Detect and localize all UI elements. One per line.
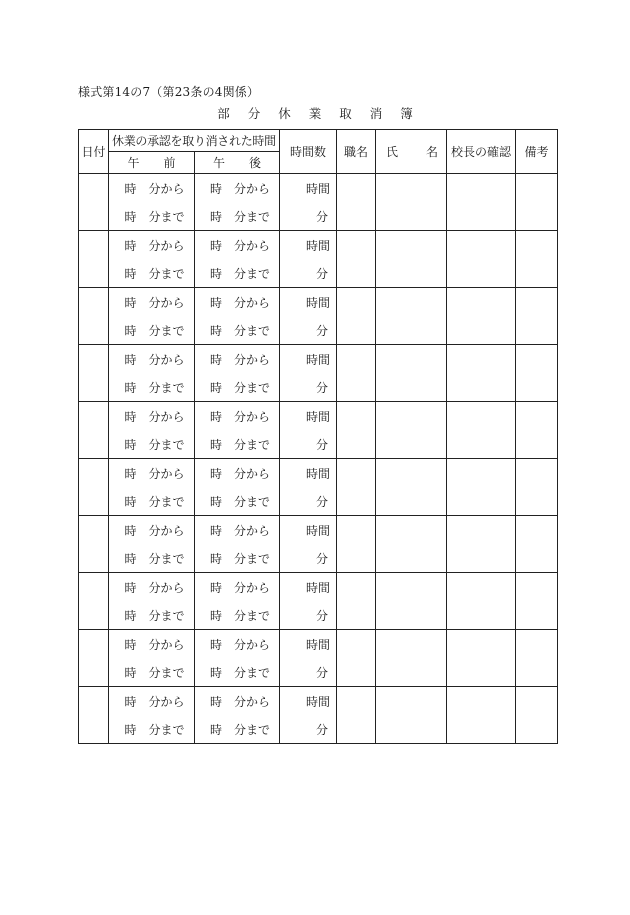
hours-cell[interactable]: 時間 [280, 402, 337, 431]
minute-unit: 分まで [233, 437, 270, 452]
header-cancelled-time: 休業の承認を取り消された時間 [109, 130, 280, 152]
hour-unit: 時 [209, 551, 222, 566]
morning-end-time[interactable] [109, 487, 195, 516]
register-row-start [79, 573, 558, 602]
header-name [376, 130, 447, 174]
date-cell[interactable] [79, 174, 109, 231]
hour-unit: 時 [209, 523, 222, 538]
hour-unit: 時 [209, 665, 222, 680]
hour-unit: 時 [209, 238, 222, 253]
name-cell[interactable] [376, 630, 447, 687]
afternoon-end-time[interactable] [195, 430, 280, 459]
hour-unit: 時 [124, 181, 137, 196]
hour-unit: 時 [209, 295, 222, 310]
date-cell[interactable] [79, 516, 109, 573]
minute-unit: 分から [233, 694, 270, 709]
minute-unit: 分から [233, 637, 270, 652]
remarks-cell[interactable] [516, 573, 558, 630]
morning-start-time[interactable] [109, 630, 195, 659]
hour-unit: 時 [209, 466, 222, 481]
minute-unit: 分から [148, 637, 185, 652]
minutes-cell[interactable]: 分 [280, 601, 337, 630]
principal-check-cell[interactable] [447, 231, 516, 288]
minutes-cell[interactable]: 分 [280, 202, 337, 231]
date-cell[interactable] [79, 630, 109, 687]
afternoon-end-time[interactable] [195, 373, 280, 402]
name-cell[interactable] [376, 288, 447, 345]
minute-unit: 分まで [233, 323, 270, 338]
minute-unit: 分まで [148, 209, 185, 224]
minutes-cell[interactable]: 分 [280, 487, 337, 516]
afternoon-start-time[interactable] [195, 345, 280, 374]
date-cell[interactable] [79, 573, 109, 630]
minute-unit: 分から [148, 409, 185, 424]
remarks-cell[interactable] [516, 288, 558, 345]
hour-unit: 時 [124, 209, 137, 224]
hour-unit: 時 [124, 295, 137, 310]
afternoon-end-time[interactable] [195, 259, 280, 288]
minute-unit: 分まで [233, 665, 270, 680]
header-date: 日付 [79, 130, 109, 174]
hour-unit: 時 [124, 266, 137, 281]
title-char: 取 [339, 106, 352, 121]
minute-unit: 分から [233, 181, 270, 196]
register-row-start [79, 516, 558, 545]
minutes-cell[interactable]: 分 [280, 715, 337, 744]
hours-cell[interactable]: 時間 [280, 573, 337, 602]
hour-unit: 時 [124, 238, 137, 253]
principal-check-cell[interactable] [447, 630, 516, 687]
morning-start-time[interactable] [109, 402, 195, 431]
afternoon-end-time[interactable] [195, 544, 280, 573]
afternoon-end-time[interactable] [195, 601, 280, 630]
afternoon-end-time[interactable] [195, 487, 280, 516]
position-cell[interactable] [337, 573, 376, 630]
hour-unit: 時 [124, 551, 137, 566]
minute-unit: 分から [148, 694, 185, 709]
register-row-start [79, 459, 558, 488]
hour-unit: 時 [124, 665, 137, 680]
date-cell[interactable] [79, 459, 109, 516]
minute-unit: 分から [148, 181, 185, 196]
minute-unit: 分から [233, 466, 270, 481]
hour-unit: 時 [124, 323, 137, 338]
date-cell[interactable] [79, 231, 109, 288]
name-cell[interactable] [376, 231, 447, 288]
morning-start-time[interactable] [109, 345, 195, 374]
principal-check-cell[interactable] [447, 687, 516, 744]
header-morning: 午 前 [109, 152, 195, 174]
title-char: 部 [217, 106, 230, 121]
minute-unit: 分まで [233, 209, 270, 224]
afternoon-end-time[interactable] [195, 715, 280, 744]
hour-unit: 時 [124, 494, 137, 509]
title-char: 業 [308, 106, 322, 121]
header-principal-check: 校長の確認 [447, 130, 516, 174]
minute-unit: 分から [233, 409, 270, 424]
minute-unit: 分まで [148, 551, 185, 566]
principal-check-cell[interactable] [447, 345, 516, 402]
principal-check-cell[interactable] [447, 288, 516, 345]
hour-unit: 時 [124, 380, 137, 395]
hour-unit: 時 [124, 523, 137, 538]
register-row-start [79, 345, 558, 374]
afternoon-start-time[interactable] [195, 459, 280, 488]
hour-unit: 時 [209, 637, 222, 652]
afternoon-start-time[interactable] [195, 573, 280, 602]
morning-end-time[interactable] [109, 715, 195, 744]
hour-unit: 時 [209, 580, 222, 595]
position-cell[interactable] [337, 288, 376, 345]
position-cell[interactable] [337, 345, 376, 402]
minutes-cell[interactable]: 分 [280, 658, 337, 687]
minute-unit: 分まで [148, 665, 185, 680]
principal-check-cell[interactable] [447, 174, 516, 231]
minute-unit: 分まで [233, 380, 270, 395]
register-row-start [79, 402, 558, 431]
afternoon-start-time[interactable] [195, 516, 280, 545]
hour-unit: 時 [124, 608, 137, 623]
minute-unit: 分まで [148, 608, 185, 623]
minute-unit: 分から [148, 523, 185, 538]
minute-unit: 分まで [148, 494, 185, 509]
hour-unit: 時 [209, 209, 222, 224]
position-cell[interactable] [337, 687, 376, 744]
name-cell[interactable] [376, 174, 447, 231]
minute-unit: 分から [148, 352, 185, 367]
morning-end-time[interactable] [109, 202, 195, 231]
hour-unit: 時 [124, 352, 137, 367]
header-remarks: 備考 [516, 130, 558, 174]
morning-end-time[interactable] [109, 544, 195, 573]
register-row-start [79, 687, 558, 716]
minute-unit: 分から [148, 238, 185, 253]
date-cell[interactable] [79, 402, 109, 459]
header-hours: 時間数 [280, 130, 337, 174]
hour-unit: 時 [124, 466, 137, 481]
position-cell[interactable] [337, 459, 376, 516]
hour-unit: 時 [209, 181, 222, 196]
hour-unit: 時 [209, 352, 222, 367]
position-cell[interactable] [337, 174, 376, 231]
minute-unit: 分から [148, 580, 185, 595]
minute-unit: 分まで [233, 494, 270, 509]
minute-unit: 分から [148, 466, 185, 481]
hours-cell[interactable]: 時間 [280, 687, 337, 716]
morning-start-time[interactable] [109, 687, 195, 716]
register-row-start [79, 174, 558, 203]
hour-unit: 時 [209, 380, 222, 395]
hours-cell[interactable]: 時間 [280, 516, 337, 545]
remarks-cell[interactable] [516, 630, 558, 687]
minutes-cell[interactable]: 分 [280, 373, 337, 402]
hour-unit: 時 [209, 437, 222, 452]
minute-unit: 分まで [148, 323, 185, 338]
remarks-cell[interactable] [516, 459, 558, 516]
remarks-cell[interactable] [516, 402, 558, 459]
minute-unit: 分まで [148, 380, 185, 395]
document-title [0, 104, 630, 122]
position-cell[interactable] [337, 630, 376, 687]
hours-cell[interactable]: 時間 [280, 231, 337, 260]
name-cell[interactable] [376, 345, 447, 402]
afternoon-start-time[interactable] [195, 174, 280, 203]
name-cell[interactable] [376, 573, 447, 630]
minutes-cell[interactable]: 分 [280, 544, 337, 573]
name-cell[interactable] [376, 516, 447, 573]
minute-unit: 分から [233, 580, 270, 595]
afternoon-end-time[interactable] [195, 658, 280, 687]
afternoon-end-time[interactable] [195, 316, 280, 345]
name-cell[interactable] [376, 459, 447, 516]
morning-end-time[interactable] [109, 259, 195, 288]
minute-unit: 分まで [233, 722, 270, 737]
minute-unit: 分まで [233, 551, 270, 566]
minute-unit: 分から [233, 352, 270, 367]
minutes-cell[interactable]: 分 [280, 316, 337, 345]
date-cell[interactable] [79, 687, 109, 744]
hour-unit: 時 [209, 494, 222, 509]
principal-check-cell[interactable] [447, 516, 516, 573]
morning-end-time[interactable] [109, 430, 195, 459]
morning-end-time[interactable] [109, 658, 195, 687]
title-char: 消 [369, 106, 383, 121]
afternoon-end-time[interactable] [195, 202, 280, 231]
principal-check-cell[interactable] [447, 402, 516, 459]
header-afternoon: 午 後 [195, 152, 280, 174]
afternoon-start-time[interactable] [195, 630, 280, 659]
afternoon-start-time[interactable] [195, 231, 280, 260]
remarks-cell[interactable] [516, 231, 558, 288]
name-cell[interactable] [376, 687, 447, 744]
morning-start-time[interactable] [109, 288, 195, 317]
morning-end-time[interactable] [109, 316, 195, 345]
afternoon-start-time[interactable] [195, 687, 280, 716]
header-name-given: 名 [425, 145, 438, 159]
title-char: 休 [278, 106, 291, 121]
afternoon-start-time[interactable] [195, 402, 280, 431]
hour-unit: 時 [124, 694, 137, 709]
morning-start-time[interactable] [109, 516, 195, 545]
morning-start-time[interactable] [109, 459, 195, 488]
header-name-family: 氏 [386, 145, 399, 159]
register-row-start [79, 630, 558, 659]
principal-check-cell[interactable] [447, 459, 516, 516]
principal-check-cell[interactable] [447, 573, 516, 630]
name-cell[interactable] [376, 402, 447, 459]
morning-end-time[interactable] [109, 373, 195, 402]
hours-cell[interactable]: 時間 [280, 345, 337, 374]
minute-unit: 分から [233, 295, 270, 310]
minutes-cell[interactable]: 分 [280, 259, 337, 288]
morning-start-time[interactable] [109, 174, 195, 203]
hour-unit: 時 [209, 323, 222, 338]
hour-unit: 時 [124, 722, 137, 737]
hour-unit: 時 [124, 637, 137, 652]
remarks-cell[interactable] [516, 516, 558, 573]
hour-unit: 時 [209, 409, 222, 424]
hours-cell[interactable]: 時間 [280, 288, 337, 317]
hour-unit: 時 [124, 580, 137, 595]
minute-unit: 分まで [148, 266, 185, 281]
morning-start-time[interactable] [109, 231, 195, 260]
hour-unit: 時 [209, 694, 222, 709]
hour-unit: 時 [124, 409, 137, 424]
morning-end-time[interactable] [109, 601, 195, 630]
minute-unit: 分まで [233, 608, 270, 623]
title-char: 分 [247, 106, 261, 121]
minutes-cell[interactable]: 分 [280, 430, 337, 459]
position-cell[interactable] [337, 231, 376, 288]
form-reference: 様式第14の7（第23条の4関係） [78, 85, 260, 99]
hour-unit: 時 [209, 608, 222, 623]
register-body [79, 174, 558, 744]
minute-unit: 分から [148, 295, 185, 310]
date-cell[interactable] [79, 345, 109, 402]
register-row-start [79, 231, 558, 260]
title-char: 簿 [400, 106, 413, 121]
hour-unit: 時 [209, 722, 222, 737]
remarks-cell[interactable] [516, 687, 558, 744]
hours-cell[interactable]: 時間 [280, 459, 337, 488]
minute-unit: 分まで [233, 266, 270, 281]
hours-cell[interactable]: 時間 [280, 630, 337, 659]
hours-cell[interactable]: 時間 [280, 174, 337, 203]
register-row-start [79, 288, 558, 317]
minute-unit: 分から [233, 238, 270, 253]
afternoon-start-time[interactable] [195, 288, 280, 317]
hour-unit: 時 [124, 437, 137, 452]
date-cell[interactable] [79, 288, 109, 345]
hour-unit: 時 [209, 266, 222, 281]
partial-leave-cancellation-register [78, 129, 558, 744]
header-position: 職名 [337, 130, 376, 174]
position-cell[interactable] [337, 402, 376, 459]
morning-start-time[interactable] [109, 573, 195, 602]
remarks-cell[interactable] [516, 174, 558, 231]
remarks-cell[interactable] [516, 345, 558, 402]
minute-unit: 分から [233, 523, 270, 538]
position-cell[interactable] [337, 516, 376, 573]
minute-unit: 分まで [148, 437, 185, 452]
minute-unit: 分まで [148, 722, 185, 737]
